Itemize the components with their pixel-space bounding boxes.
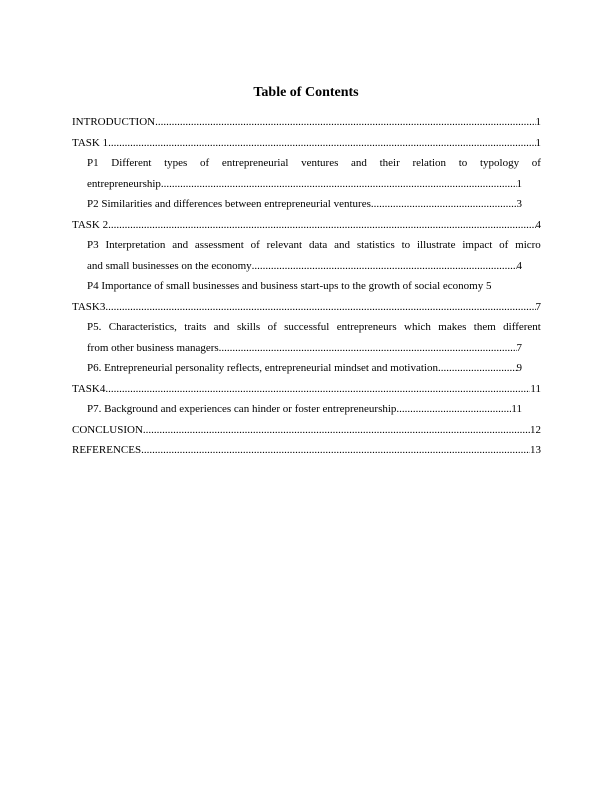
word: of: [531, 157, 541, 169]
toc-entry-text: TASK4: [72, 382, 106, 395]
dot-leader: [105, 379, 530, 400]
word: P3: [87, 239, 99, 251]
toc-page-number: 7: [516, 341, 522, 354]
word: to: [458, 157, 468, 169]
word: makes: [438, 321, 467, 333]
toc-title: Table of Contents: [253, 85, 359, 100]
word: data: [308, 239, 328, 251]
toc-entry-p4[interactable]: [72, 276, 541, 297]
toc-entry-p6[interactable]: [72, 358, 541, 379]
toc-entry-p3-continued[interactable]: [72, 256, 541, 277]
toc-entry-text: P2 Similarities and differences between entrepreneurial ventures: [87, 198, 371, 210]
toc-entry-task1[interactable]: [72, 133, 541, 154]
word: different: [503, 321, 541, 333]
toc-entry-text: and small businesses on the economy: [87, 259, 252, 272]
dot-leader: [105, 297, 535, 318]
word: entrepreneurial: [221, 157, 289, 169]
word: of: [499, 239, 509, 251]
toc-entry-text: from other business managers.: [87, 341, 222, 354]
toc-page-number: 4: [535, 218, 541, 231]
toc-entry-task4[interactable]: [72, 379, 541, 400]
toc-page-number: 4: [516, 259, 522, 272]
toc-page-number: 1: [516, 177, 522, 190]
toc-entry-p2[interactable]: [72, 194, 541, 215]
dot-leader: [141, 440, 530, 461]
word: ventures: [301, 157, 339, 169]
word: of: [267, 321, 277, 333]
dot-leader: [161, 174, 517, 195]
toc-entry-text: REFERENCES: [72, 444, 142, 456]
word: illustrate: [417, 239, 456, 251]
toc-page-number: 1: [535, 136, 541, 149]
word: traits: [184, 321, 207, 333]
toc-entry-p7[interactable]: [72, 399, 541, 420]
word: and: [351, 157, 367, 169]
word: typology: [479, 157, 520, 169]
toc-page-number: 12: [530, 423, 541, 436]
dot-leader: [371, 194, 517, 215]
word: impact: [462, 239, 493, 251]
word: and: [213, 321, 230, 333]
word: relation: [412, 157, 447, 169]
word: skills: [236, 321, 261, 333]
toc-entry-task3[interactable]: [72, 297, 541, 318]
word: of: [250, 239, 260, 251]
dot-leader: [252, 256, 517, 277]
word: types: [164, 157, 188, 169]
toc-page-number: 13: [530, 444, 541, 456]
dot-leader: [108, 133, 535, 154]
word: them: [473, 321, 496, 333]
dot-leader: [438, 358, 517, 379]
toc-entry-conclusion[interactable]: [72, 420, 541, 441]
toc-page-number: 11: [530, 382, 541, 395]
toc-entry-p1[interactable]: [72, 153, 541, 174]
toc-entry-text: TASK 2: [72, 218, 109, 231]
toc-entry-introduction[interactable]: [72, 112, 541, 133]
table-of-contents: [72, 112, 541, 461]
toc-entry-p3[interactable]: [72, 235, 541, 256]
toc-page-number: 9: [516, 362, 522, 374]
word: Interpretation: [105, 239, 166, 251]
toc-page-number: 11: [511, 403, 522, 415]
toc-entry-references[interactable]: [72, 440, 541, 461]
toc-entry-p1-continued[interactable]: [72, 174, 541, 195]
toc-entry-text: entrepreneurship: [87, 177, 161, 190]
word: of: [200, 157, 210, 169]
word: their: [379, 157, 400, 169]
toc-entry-p5[interactable]: [72, 317, 541, 338]
dot-leader: [221, 338, 516, 359]
dot-leader: [108, 215, 535, 236]
word: micro: [515, 239, 541, 251]
toc-entry-task2[interactable]: [72, 215, 541, 236]
word: relevant: [266, 239, 303, 251]
word: assessment: [194, 239, 244, 251]
toc-page-number: 5: [486, 280, 492, 292]
word: and: [172, 239, 189, 251]
word: P5.: [87, 321, 102, 333]
toc-entry-text: CONCLUSION: [72, 423, 143, 436]
toc-entry-text: P4 Importance of small businesses and business start-ups to the growth of social economy: [87, 280, 484, 292]
word: which: [404, 321, 431, 333]
toc-entry-text: INTRODUCTION: [72, 116, 156, 128]
word: entrepreneurs: [336, 321, 397, 333]
toc-page-number: 1: [535, 116, 541, 128]
word: successful: [284, 321, 330, 333]
word: Characteristics,: [108, 321, 177, 333]
word: statistics: [356, 239, 395, 251]
word: P1: [87, 157, 99, 169]
toc-entry-text: TASK3: [72, 300, 106, 313]
word: Different: [111, 157, 152, 169]
word: and: [334, 239, 351, 251]
word: to: [401, 239, 411, 251]
toc-page-number: 3: [516, 198, 522, 210]
toc-entry-text: P6. Entrepreneurial personality reflects, entrepreneurial mindset and motivation: [87, 362, 438, 374]
toc-page-number: 7: [535, 300, 541, 313]
toc-entry-text: P7. Background and experiences can hinder or foster entrepreneurship.: [87, 403, 400, 415]
toc-entry-text: TASK 1: [72, 136, 109, 149]
dot-leader: [143, 420, 530, 441]
dot-leader: [155, 112, 535, 133]
dot-leader: [399, 399, 511, 420]
toc-entry-p5-continued[interactable]: [72, 338, 541, 359]
